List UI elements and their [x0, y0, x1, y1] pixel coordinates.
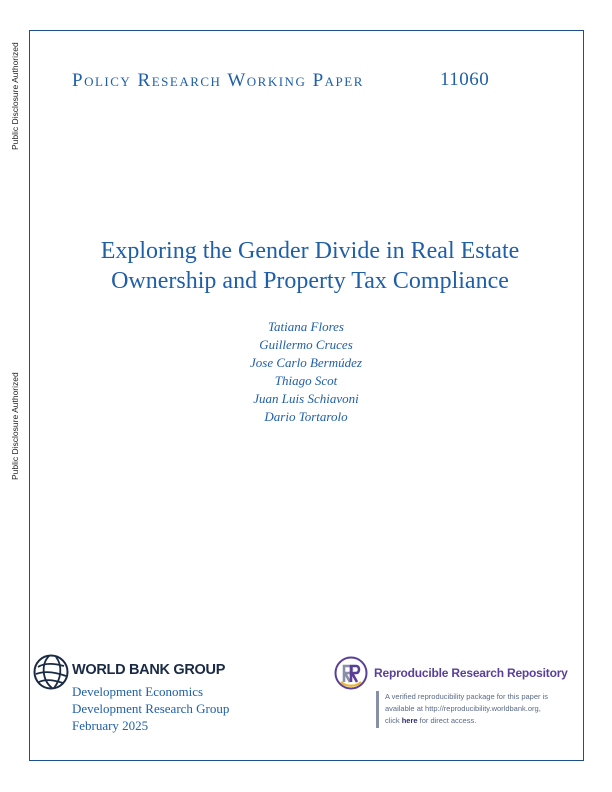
repository-note-line: A verified reproducibility package for this paper is	[385, 692, 549, 701]
author-list	[0, 318, 612, 426]
series-name: Policy Research Working Paper	[72, 70, 364, 91]
paper-number: 11060	[440, 69, 490, 90]
author-name: Thiago Scot	[274, 373, 338, 388]
author-name: Jose Carlo Bermúdez	[250, 355, 362, 370]
repository-title: Reproducible Research Repository	[374, 666, 568, 680]
note-prefix: click	[385, 716, 400, 725]
author-name: Dario Tortarolo	[264, 409, 348, 424]
world-bank-globe-icon	[33, 654, 69, 690]
title-line: Exploring the Gender Divide in Real Estate	[100, 238, 520, 264]
author-name: Juan Luis Schiavoni	[253, 391, 359, 406]
world-bank-group-logo-text: WORLD BANK GROUP	[72, 662, 226, 678]
repository-note-line: available at http://reproducibility.worldbank.org,	[385, 704, 541, 713]
reproducible-repository-logo-icon	[334, 656, 368, 690]
author-name: Guillermo Cruces	[259, 337, 353, 352]
note-suffix: for direct access.	[419, 716, 477, 725]
repository-note-line	[385, 715, 548, 727]
publisher-line: Development Research Group	[72, 701, 230, 716]
publisher-info	[72, 683, 229, 734]
paper-title	[40, 236, 580, 296]
repository-note-bar	[376, 691, 379, 728]
title-line: Ownership and Property Tax Compliance	[111, 268, 509, 294]
public-disclosure-label: Public Disclosure Authorized	[10, 372, 20, 480]
publisher-line: Development Economics	[72, 684, 204, 699]
author-name: Tatiana Flores	[268, 319, 344, 334]
repository-note	[385, 691, 548, 727]
repository-link[interactable]: here	[401, 716, 418, 725]
public-disclosure-label: Public Disclosure Authorized	[10, 42, 20, 150]
publication-date: February 2025	[72, 718, 149, 733]
